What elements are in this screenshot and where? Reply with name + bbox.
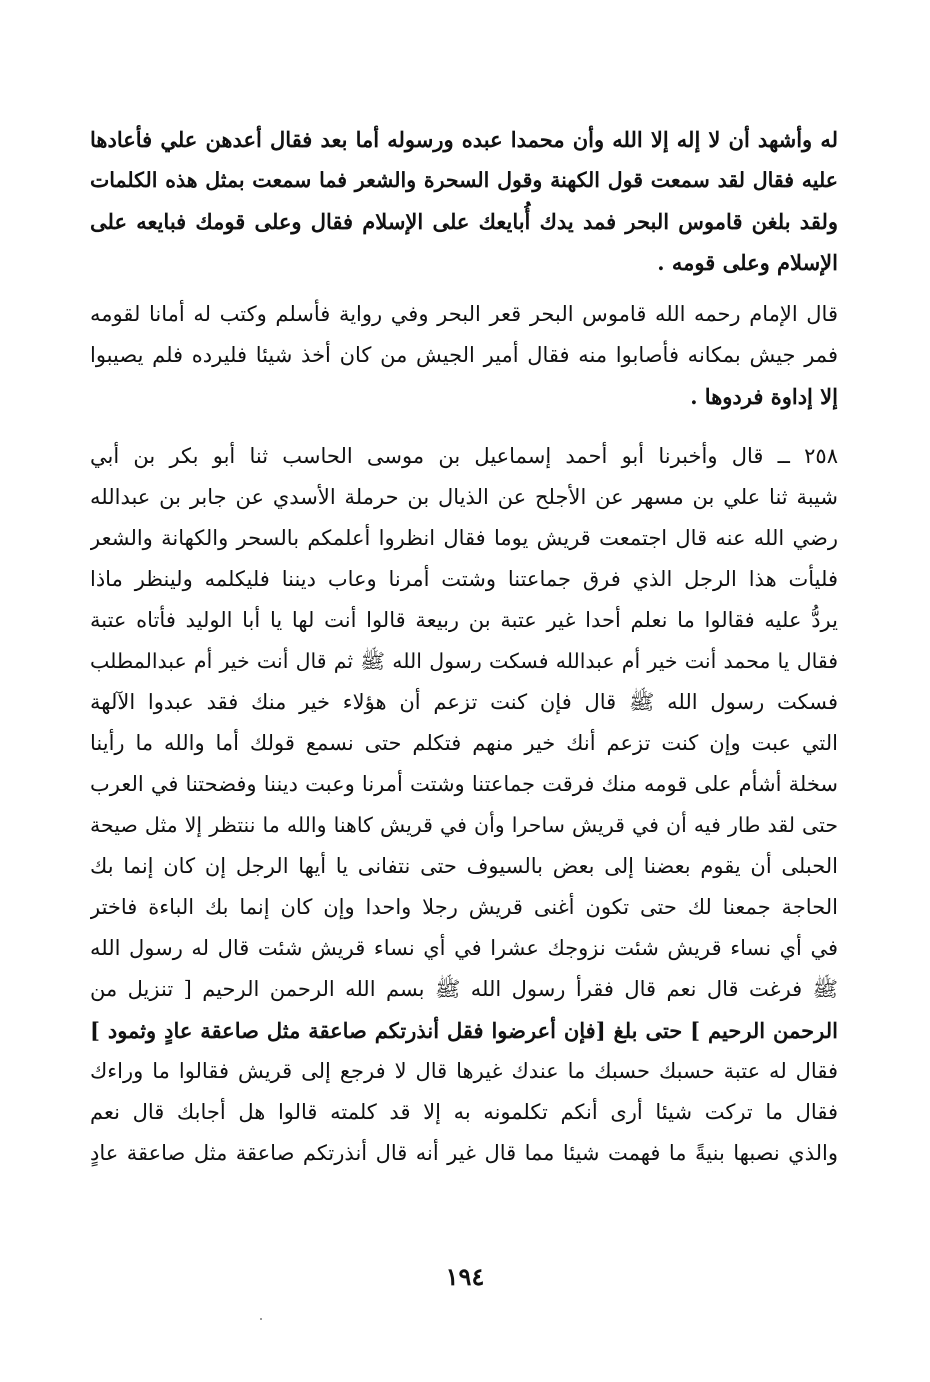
text-line: عليه فقال لقد سمعت قول الكهنة وقول السحرة والشعر فما سمعت بمثل هذه الكلمات bbox=[90, 168, 838, 192]
text-line: الإسلام وعلى قومه . bbox=[657, 250, 838, 275]
text-line: فقال ما تركت شيئا أرى أنكم تكلمونه به إلا قد كلمته قالوا هل أجابك قال نعم bbox=[90, 1100, 838, 1124]
text-line: فقال يا محمد أنت خير أم عبدالله فسكت رسول الله ﷺ ثم قال أنت خير أم عبدالمطلب bbox=[90, 649, 838, 673]
text-line: ﷺ فرغت قال نعم قال فقرأ رسول الله ﷺ بسم الله الرحمن الرحيم [ تنزيل من bbox=[90, 977, 838, 1001]
text-line: شيبة ثنا علي بن مسهر عن الأجلح عن الذيال بن حرملة الأسدي عن جابر بن عبدالله bbox=[90, 485, 838, 509]
text-line: الحاجة جمعنا لك حتى تكون أغنى قريش رجلا واحدا وإن كان إنما بك الباءة فاختر bbox=[90, 895, 838, 919]
text-line: فسكت رسول الله ﷺ قال فإن كنت تزعم أن هؤلاء خير منك فقد عبدوا الآلهة bbox=[90, 690, 838, 714]
hadith-258 bbox=[90, 436, 838, 1174]
text-line: له وأشهد أن لا إله إلا الله وأن محمدا عبده ورسوله أما بعد فقال أعدهن علي فأعادها bbox=[90, 127, 838, 152]
text-line: حتى لقد طار فيه أن في قريش ساحرا وأن في قريش كاهنا والله ما ننتظر إلا مثل صيحة bbox=[90, 813, 838, 837]
text-line: يردُّ عليه فقالوا ما نعلم أحدا غير عتبة بن ربيعة قالوا أنت لها يا أبا الوليد فأتاه عتبة bbox=[90, 608, 838, 632]
text-line: والذي نصبها بنيةً ما فهمت شيئا مما قال غير أنه قال أنذرتكم صاعقة مثل صاعقة عادٍ bbox=[90, 1141, 838, 1165]
text-line: ولقد بلغن قاموس البحر فمد يدك أُبايعك على الإسلام فقال وعلى قومك فبايعه على bbox=[90, 209, 838, 234]
paragraph-2 bbox=[90, 294, 838, 417]
text-line: التي عبت وإن كنت تزعم أنك خير منهم فتكلم حتى نسمع قولك أما والله ما رأينا bbox=[90, 731, 838, 755]
text-line: قال الإمام رحمه الله قاموس البحر قعر البحر وفي رواية فأسلم وكتب له أمانا لقومه bbox=[90, 302, 838, 326]
text-line: إلا إداوة فردوها . bbox=[690, 384, 838, 409]
text-line: فمر جيش بمكانه فأصابوا منه فقال أمير الجيش من كان أخذ شيئا فليرده فلم يصيبوا bbox=[90, 343, 838, 367]
text-line: الرحمن الرحيم ] حتى بلغ [فإن أعرضوا فقل أنذرتكم صاعقة مثل صاعقة عادٍ وثمود ] bbox=[90, 1018, 838, 1043]
text-line: في أي نساء قريش شئت نزوجك عشرا في أي نساء قريش شئت قال له رسول الله bbox=[90, 936, 838, 960]
text-line: الحبلى أن يقوم بعضنا إلى بعض بالسيوف حتى نتفانى يا أيها الرجل إن كان إنما بك bbox=[90, 854, 838, 878]
text-line: سخلة أشأم على قومه منك فرقت جماعتنا وشتت أمرنا وعبت ديننا وفضحتنا في العرب bbox=[90, 772, 838, 796]
page-number: ١٩٤ bbox=[445, 1262, 485, 1291]
text-line: فليأت هذا الرجل الذي فرق جماعتنا وشتت أمرنا وعاب ديننا فليكلمه ولينظر ماذا bbox=[90, 567, 838, 591]
text-line: فقال له عتبة حسبك حسبك ما عندك غيرها قال لا فرجع إلى قريش فقالوا ما وراءك bbox=[90, 1059, 838, 1083]
scan-speck bbox=[260, 1318, 262, 1320]
text-line: رضي الله عنه قال اجتمعت قريش يوما فقال انظروا أعلمكم بالسحر والكهانة والشعر bbox=[90, 526, 838, 550]
hadith-heading-line: ٢٥٨ ــ قال وأخبرنا أبو أحمد إسماعيل بن موسى الحاسب ثنا أبو بكر بن أبي bbox=[90, 444, 838, 468]
paragraph-1 bbox=[90, 119, 838, 283]
